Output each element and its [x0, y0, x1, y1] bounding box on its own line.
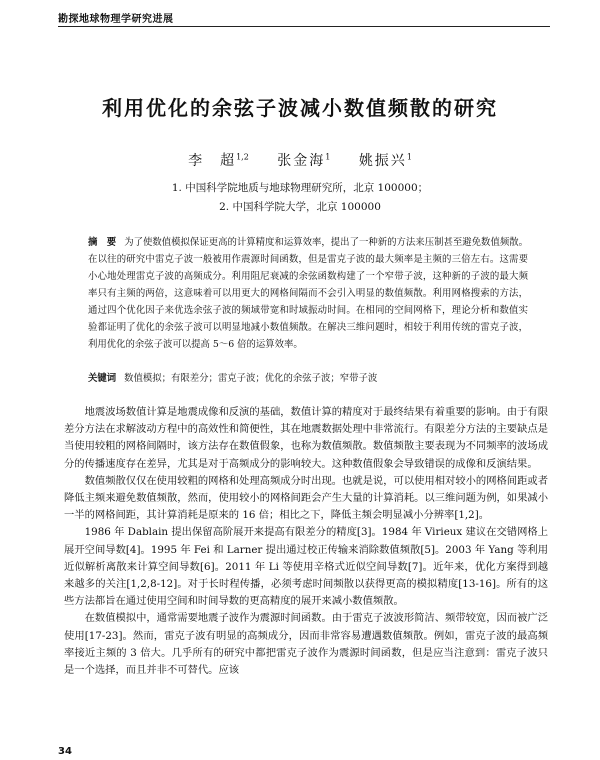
affiliation: 2. 中国科学院大学，北京 100000 — [219, 201, 381, 213]
keywords-label: 关键词 — [88, 373, 117, 384]
header-rule — [58, 26, 550, 27]
author-affiliation-mark: 1,2 — [236, 152, 249, 162]
body-paragraph: 数值频散仅仅在使用较粗的网格和处理高频成分时出现。也就是说，可以使用相对较小的网格间距或者降低主频来避免数值频散，然而，使用较小的网格间距会产生大量的计算消耗。以三维问题为例，如果减小一半的网格间距，其计算消耗是原来的 16 倍；相比之下，降低主频会明显减小分辨率[1,2]。 — [64, 474, 548, 522]
keywords — [88, 370, 528, 384]
author — [359, 153, 412, 169]
body-text — [64, 404, 548, 679]
body-paragraph: 1986 年 Dablain 提出保留高阶展开来提高有限差分的精度[3]。1984 年 Virieux 建议在交错网格上展开空间导数[4]。1995 年 Fei 和 Larner 提出通过校正传输来消除数值频散[5]。2003 年 Yang 等利用近似解析离散来计算空间导数[6]。2011 年 Li 等使用辛格式近似空间导数[7]。近年来，优化方案得到越来越多的关注[1,2,8-12]。对于长时程传播，必须考虑时间频散以获得更高的模拟精度[13-16]。所有的这些方法都旨在通过使用空间和时间导数的更高精度的展开来减小数值频散。 — [64, 526, 548, 608]
running-head: 勘探地球物理学研究进展 — [58, 14, 174, 25]
page-number: 34 — [58, 746, 72, 757]
author — [188, 153, 249, 169]
author — [277, 153, 330, 169]
abstract — [88, 234, 528, 353]
author-name: 李 超 — [188, 153, 237, 169]
affiliation: 1. 中国科学院地质与地球物理研究所，北京 100000； — [171, 182, 429, 194]
abstract-label: 摘 要 — [88, 237, 117, 248]
body-paragraph: 地震波场数值计算是地震成像和反演的基础，数值计算的精度对于最终结果有着重要的影响。由于有限差分方法在求解波动方程中的高效性和简便性，其在地震数据处理中非常流行。有限差分方法的主要缺点是当使用较粗的网格间隔时，该方法存在数值假象，也称为数值频散。数值频散主要表现为不同频率的波场成分的传播速度存在差异，尤其是对于高频成分的影响较大。这种数值假象会导致错误的成像和反演结果。 — [64, 406, 548, 470]
author-list — [0, 150, 600, 170]
author-name: 姚振兴 — [358, 153, 407, 169]
author-name: 张金海 — [277, 153, 326, 169]
author-affiliation-mark: 1 — [406, 152, 412, 162]
keywords-text: 数值模拟；有限差分；雷克子波；优化的余弦子波；窄带子波 — [124, 373, 378, 384]
abstract-text: 为了使数值模拟保证更高的计算精度和运算效率，提出了一种新的方法来压制甚至避免数值频散。在以往的研究中雷克子波一般被用作震源时间函数，但是雷克子波的最大频率是主频的三倍左右。这需要小心地处理雷克子波的高频成分。利用阻尼衰减的余弦函数构建了一个窄带子波，这种新的子波的最大频率只有主频的两倍，这意味着可以用更大的网格间隔而不会引入明显的数值频散。利用网格搜索的方法，通过四个优化因子来优选余弦子波的频域带宽和时域振动时间。在相同的空间网格下，理论分析和数值实验都证明了优化的余弦子波可以明显地减小数值频散。在解决三维问题时，相较于利用传统的雷克子波，利用优化的余弦子波可以提高 5～6 倍的运算效率。 — [88, 237, 528, 350]
paper-title: 利用优化的余弦子波减小数值频散的研究 — [102, 96, 498, 120]
body-paragraph: 在数值模拟中，通常需要地震子波作为震源时间函数。由于雷克子波波形简洁、频带较宽，因而被广泛使用[17-23]。然而，雷克子波有明显的高频成分，因而非常容易遭遇数值频散。例如，雷克子波的最高频率接近主频的 3 倍大。几乎所有的研究中都把雷克子波作为震源时间函数，但是应当注意到：雷克子波只是一个选择，而且并非不可替代。应该 — [64, 612, 548, 677]
author-affiliation-mark: 1 — [325, 152, 331, 162]
